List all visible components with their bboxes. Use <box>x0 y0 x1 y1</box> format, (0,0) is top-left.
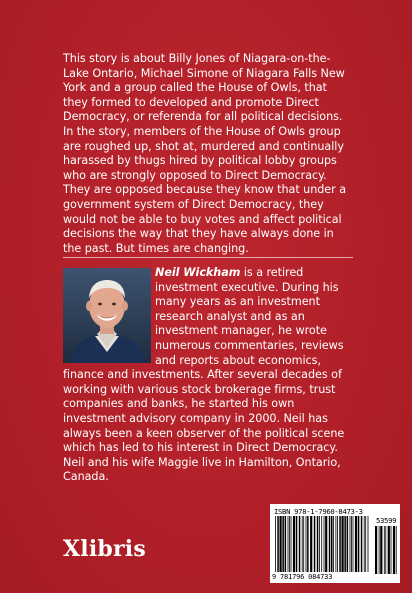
price-barcode-bars <box>374 526 398 576</box>
isbn-number: ISBN 978-1-7960-8473-3 <box>274 507 363 516</box>
publisher-logo: Xlibris <box>63 536 146 562</box>
price-code: 53599 <box>376 516 397 525</box>
author-bio <box>63 266 359 485</box>
author-bio-text: is a retired investment executive. During his many years as an investment research analyst and as an investment manager, he wrote numerous commentaries, reviews and reports about economics, finance and investments. After several decades of working with various stock brokerage firms, trust companies and banks, he started his own investment advisory company in 2000. Neil has always been a keen observer of the political scene which has led to his interest in Direct Democracy. Neil and his wife Maggie live in Hamilton, Ontario, Canada. <box>63 266 345 484</box>
story-blurb: This story is about Billy Jones of Niagara-on-the-Lake Ontario, Michael Simone of Niagara Falls New York and a group called the House of Owls, that they formed to developed and promote Direct Democracy, or referenda for all political decisions. In the story, members of the House of Owls group are roughed up, shot at, murdered and continually harassed by thugs hired by political lobby groups who are strongly opposed to Direct Democracy. They are opposed because they know that under a government system of Direct Democracy, they would not be able to buy votes and affect political decisions the way that they have always done in the past. But times are changing. <box>63 52 347 255</box>
author-name: Neil Wickham <box>155 266 241 279</box>
isbn-barcode <box>270 504 400 583</box>
section-divider <box>63 257 353 258</box>
ean-barcode-bars <box>274 516 370 574</box>
photo-text-wrap-spacer <box>63 266 155 362</box>
barcode-digits: 9 781796 084733 <box>272 573 333 581</box>
